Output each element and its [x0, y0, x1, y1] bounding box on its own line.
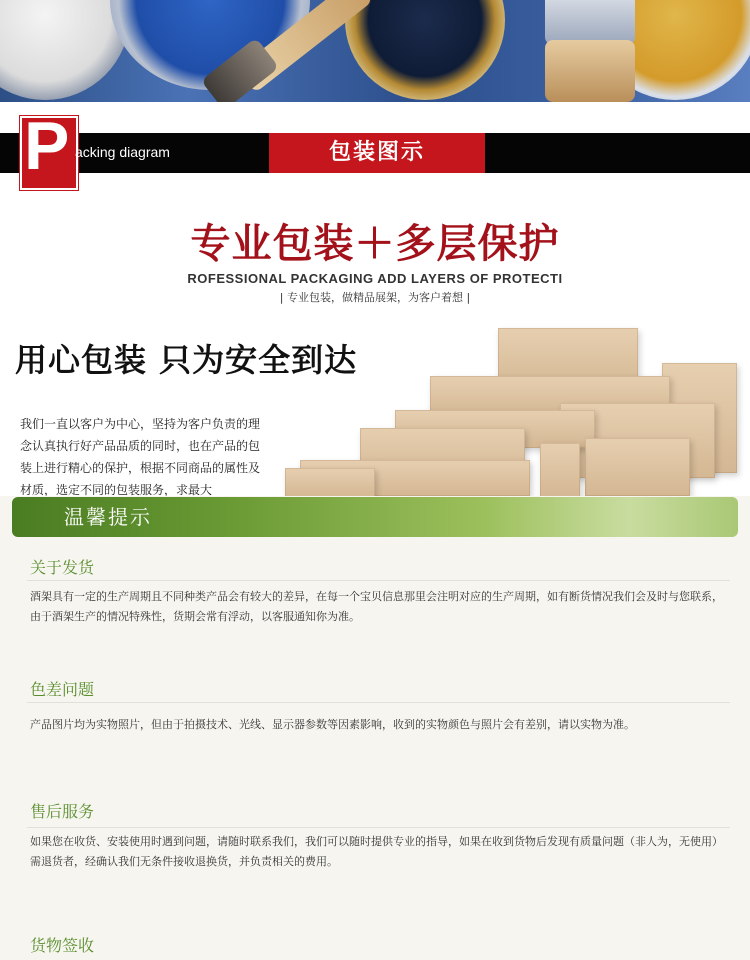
- tips-banner-title: 温馨提示: [64, 505, 152, 529]
- paint-brush-right-handle: [545, 40, 635, 102]
- cardboard-box: [285, 468, 375, 496]
- promo-subtitle: ROFESSIONAL PACKAGING ADD LAYERS OF PROTECTI: [187, 271, 563, 286]
- packing-logo-box: [20, 108, 78, 190]
- tip-divider: [27, 702, 730, 703]
- tip-text-shipping: 酒架具有一定的生产周期且不同种类产品会有较大的差异，在每一个宝贝信息那里会注明对应的生产周期，如有断货情况我们会及时与您联系，由于酒架生产的情况特殊性，货期会常有浮动，以客服通知你为准。: [30, 590, 723, 623]
- packing-title: 包装图示: [269, 133, 485, 173]
- tip-title-after-sales: 售后服务: [30, 802, 95, 821]
- packaging-promo-image: [0, 198, 750, 496]
- promo-headline: 专业包装＋多层保护: [190, 221, 560, 267]
- promo-slogan: 用心包装 只为安全到达: [15, 341, 358, 379]
- tip-title-receipt: 货物签收: [30, 936, 95, 955]
- packing-diagram-label: acking diagram: [75, 144, 170, 160]
- packing-logo-letter: P: [24, 108, 70, 184]
- tip-text-after-sales: 如果您在收货、安装使用时遇到问题，请随时联系我们，我们可以随时提供专业的指导，如果在收到货物后发现有质量问题（非人为，无使用）需退货者，经确认我们无条件接收退换货，并负责相关的费用。: [30, 835, 723, 868]
- promo-tagline: | 专业包装，做精品展架，为客户着想 |: [279, 291, 471, 304]
- paint-brush-right: [545, 0, 635, 45]
- tip-title-shipping: 关于发货: [30, 558, 95, 577]
- tips-section: [0, 496, 750, 960]
- paint-can-dark: [345, 0, 505, 100]
- tip-title-color-difference: 色差问题: [30, 680, 95, 699]
- tips-banner: [12, 497, 738, 537]
- tip-divider: [27, 580, 730, 581]
- promo-body-text: 我们一直以客户为中心，坚持为客户负责的理念认真执行好产品品质的同时，也在产品的包装上进行精心的保护，根据不同商品的属性及材质，选定不同的包装服务，求最大: [20, 417, 261, 496]
- tip-divider: [27, 827, 730, 828]
- tip-text-color-difference: 产品图片均为实物照片，但由于拍摄技术、光线、显示器参数等因素影响，收到的实物颜色与照片会有差别，请以实物为准。: [30, 718, 635, 731]
- paint-cans-banner-image: [0, 0, 750, 102]
- cardboard-box: [585, 438, 690, 496]
- cardboard-box: [540, 443, 580, 496]
